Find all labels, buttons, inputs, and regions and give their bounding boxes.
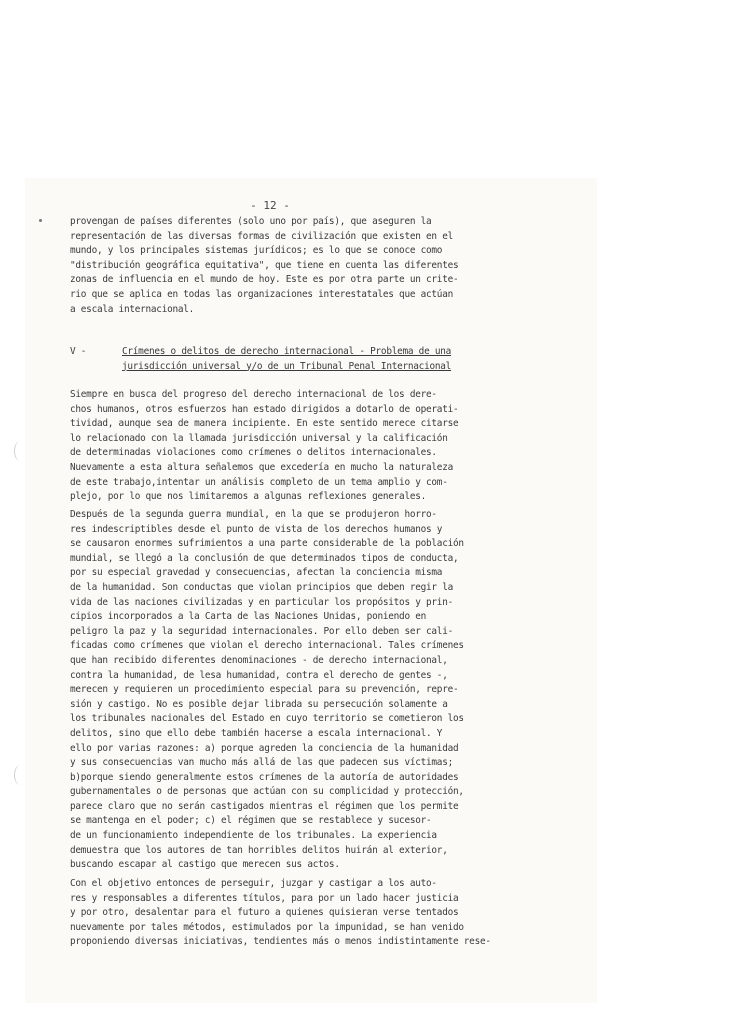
text-line: a escala internacional. — [70, 303, 195, 315]
section-number: V - — [70, 346, 87, 357]
text-line: proponiendo diversas iniciativas, tendientes más o menos indistintamente rese- — [70, 936, 491, 948]
text-line: de un funcionamiento independiente de los tribunales. La experiencia — [70, 830, 437, 842]
text-line: "distribución geográfica equitativa", que tiene en cuenta las diferentes — [70, 259, 459, 271]
text-line: Después de la segunda guerra mundial, en la que se produjeron horro- — [70, 509, 437, 520]
text-line: lo relacionado con la llamada jurisdicción universal y la calificación — [70, 432, 448, 444]
text-line: ello por varias razones: a) porque agreden la conciencia de la humanidad — [70, 742, 459, 754]
paragraph-1 — [70, 215, 545, 317]
text-line: chos humanos, otros esfuerzos han estado dirigidos a dotarlo de operati- — [70, 403, 459, 415]
punch-hole-mark — [14, 765, 27, 785]
text-line: se mantenga en el poder; c) el régimen que se restablece y sucesor- — [70, 815, 432, 827]
text-line: zonas de influencia en el mundo de hoy. Este es por otra parte un crite- — [70, 274, 459, 286]
text-line: que han recibido diferentes denominaciones - de derecho internacional, — [70, 654, 448, 666]
margin-dot — [39, 219, 42, 222]
paragraph-4 — [70, 877, 545, 950]
text-line: plejo, por lo que nos limitaremos a algunas reflexiones generales. — [70, 491, 427, 503]
text-line: buscando escapar al castigo que merecen sus actos. — [70, 859, 340, 871]
text-line: mundial, se llegó a la conclusión de que determinados tipos de conducta, — [70, 552, 459, 564]
text-line: tividad, aunque sea de manera incipiente. En este sentido merece citarse — [70, 418, 459, 430]
text-line: Con el objetivo entonces de perseguir, juzgar y castigar a los auto- — [70, 878, 437, 889]
text-line: los tribunales nacionales del Estado en cuyo territorio se cometieron los — [70, 713, 464, 725]
text-line: y por otro, desalentar para el futuro a quienes quisieran verse tentados — [70, 907, 459, 919]
text-line: demuestra que los autores de tan horribles delitos huirán al exterior, — [70, 844, 448, 856]
text-line: res indescriptibles desde el punto de vista de los derechos humanos y — [70, 523, 443, 535]
section-title-line: jurisdicción universal y/o de un Tribunal Penal Internacional — [122, 360, 452, 372]
text-line: parece claro que no serán castigados mientras el régimen que los permite — [70, 800, 459, 812]
text-line: rio que se aplica en todas las organizaciones interestatales que actúan — [70, 288, 453, 300]
text-line: mundo, y los principales sistemas jurídicos; es lo que se conoce como — [70, 245, 443, 257]
text-line: Nuevamente a esta altura señalemos que excedería en mucho la naturaleza — [70, 461, 453, 473]
text-line: vida de las naciones civilizadas y en particular los propósitos y prin- — [70, 596, 453, 608]
text-line: de este trabajo,intentar un análisis completo de un tema amplio y com- — [70, 476, 448, 488]
text-line: ficadas como crímenes que violan el derecho internacional. Tales crímenes — [70, 640, 464, 652]
text-line: merecen y requieren un procedimiento especial para su prevención, repre- — [70, 684, 459, 696]
text-line: Siempre en busca del progreso del derecho internacional de los dere- — [70, 389, 437, 400]
text-line: provengan de países diferentes (solo uno por país), que aseguren la — [70, 216, 432, 227]
punch-hole-mark — [14, 441, 27, 461]
paragraph-3 — [70, 508, 545, 873]
text-line: gubernamentales o de personas que actúan con su complicidad y protección, — [70, 786, 464, 798]
text-line: representación de las diversas formas de civilización que existen en el — [70, 230, 453, 242]
text-line: y sus consecuencias van mucho más allá de las que padecen sus víctimas; — [70, 757, 453, 769]
text-line: se causaron enormes sufrimientos a una parte considerable de la población — [70, 538, 464, 550]
text-line: por su especial gravedad y consecuencias, afectan la conciencia misma — [70, 567, 443, 579]
section-title — [122, 345, 547, 374]
text-line: cipios incorporados a la Carta de las Naciones Unidas, poniendo en — [70, 611, 427, 623]
text-line: nuevamente por tales métodos, estimulados por la impunidad, se han venido — [70, 921, 464, 933]
paragraph-2 — [70, 388, 545, 505]
text-line: de la humanidad. Son conductas que violan principios que deben regir la — [70, 581, 453, 593]
text-line: delitos, sino que ello debe también hacerse a escala internacional. Y — [70, 727, 443, 739]
page-number: - 12 - — [250, 199, 290, 212]
section-title-line: Crímenes o delitos de derecho internacional - Problema de una — [122, 346, 452, 357]
text-line: contra la humanidad, de lesa humanidad, contra el derecho de gentes -, — [70, 669, 448, 681]
text-line: res y responsables a diferentes títulos, para por un lado hacer justicia — [70, 892, 459, 904]
text-line: b)porque siendo generalmente estos crímenes de la autoría de autoridades — [70, 771, 459, 783]
text-line: peligro la paz y la seguridad internacionales. Por ello deben ser cali- — [70, 625, 453, 637]
text-line: sión y castigo. No es posible dejar librada su persecución solamente a — [70, 698, 448, 710]
text-line: de determinadas violaciones como crímenes o delitos internacionales. — [70, 447, 437, 459]
